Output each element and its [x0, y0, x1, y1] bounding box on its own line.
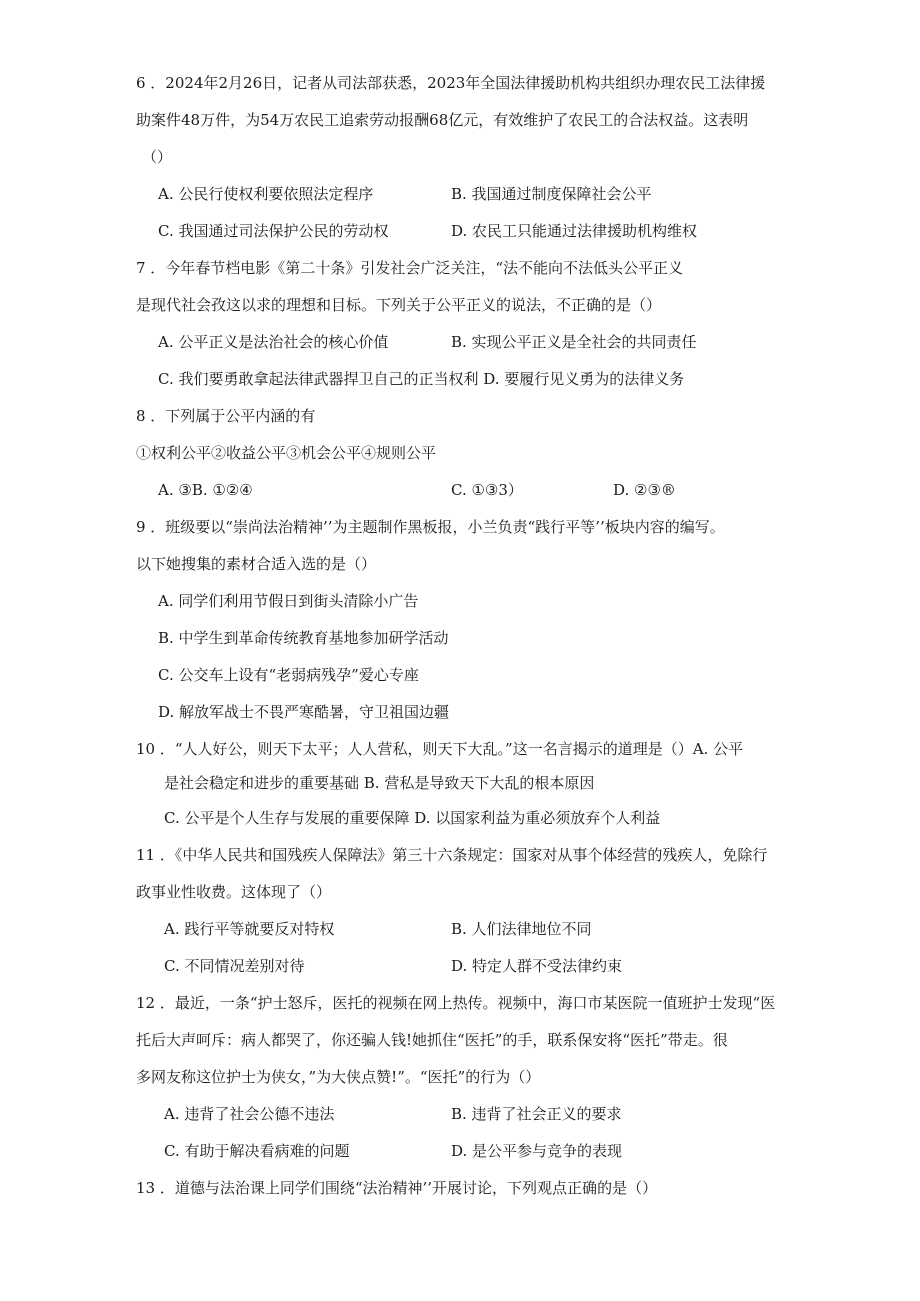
- question-10-stem-line-2: 是社会稳定和进步的重要基础 B. 营私是导致天下大乱的根本原因: [164, 774, 595, 792]
- question-7-options-c-d: C. 我们要勇敢拿起法律武器捍卫自己的正当权利 D. 要履行见义勇为的法律义务: [158, 370, 685, 388]
- question-9-option-c: C. 公交车上设有“老弱病残孕”爱心专座: [158, 666, 419, 684]
- question-6-option-d: D. 农民工只能通过法律援助机构维权: [451, 222, 698, 240]
- question-8-options-a-b: A. ③B. ①②④: [158, 481, 253, 499]
- question-6-option-c: C. 我国通过司法保护公民的劳动权: [158, 222, 389, 240]
- question-11-option-b: B. 人们法律地位不同: [451, 920, 592, 938]
- question-8-option-d: D. ②③®: [613, 481, 676, 499]
- question-9-option-d: D. 解放军战士不畏严寒酷暑，守卫祖国边疆: [158, 703, 450, 721]
- question-6-stem-line-2: 助案件48万件，为54万农民工追索劳动报酬68亿元，有效维护了农民工的合法权益。这表明: [136, 111, 749, 129]
- question-11-stem-line-1: 11 ．《中华人民共和国残疾人保障法》第三十六条规定：国家对从事个体经营的残疾人，免除行: [136, 846, 768, 864]
- question-12-option-c: C. 有助于解决看病难的问题: [164, 1142, 350, 1160]
- question-9-option-a: A. 同学们利用节假日到街头清除小广告: [158, 592, 419, 610]
- question-12-option-d: D. 是公平参与竞争的表现: [451, 1142, 623, 1160]
- question-12-stem-line-3: 多网友称这位护士为侠女，”为大侠点赞!”。“医托”的行为（）: [136, 1068, 541, 1086]
- question-7-option-a: A. 公平正义是法治社会的核心价值: [158, 333, 389, 351]
- question-13-stem-line-1: 13 ．道德与法治课上同学们围绕“法治精神’’开展讨论，下列观点正确的是（）: [136, 1179, 658, 1197]
- question-9-stem-line-1: 9 ．班级要以“崇尚法治精神’’为主题制作黑板报，小兰负责“践行平等’’板块内容的编写。: [136, 518, 725, 536]
- question-6-option-a: A. 公民行使权利要依照法定程序: [158, 185, 374, 203]
- question-6-option-b: B. 我国通过制度保障社会公平: [451, 185, 652, 203]
- question-6-stem-line-1: 6 ．2024年2月26日，记者从司法部获悉，2023年全国法律援助机构共组织办理农民工法律援: [136, 74, 766, 92]
- question-11-stem-line-2: 政事业性收费。这体现了（）: [136, 883, 332, 901]
- question-12-option-b: B. 违背了社会正义的要求: [451, 1105, 622, 1123]
- question-7-stem-line-2: 是现代社会孜这以求的理想和目标。下列关于公平正义的说法，不正确的是（）: [136, 296, 662, 314]
- question-9-option-b: B. 中学生到革命传统教育基地参加研学活动: [158, 629, 449, 647]
- question-7-option-b: B. 实现公平正义是全社会的共同责任: [451, 333, 697, 351]
- question-10-stem-line-3: C. 公平是个人生存与发展的重要保障 D. 以国家利益为重必须放弃个人利益: [164, 809, 661, 827]
- question-11-option-c: C. 不同情况差别对待: [164, 957, 305, 975]
- question-12-stem-line-2: 托后大声呵斥：病人都哭了，你还骗人钱!她抓住“医托”的手，联系保安将“医托”带走。很: [136, 1031, 728, 1049]
- question-8-option-c: C. ①③3）: [451, 481, 523, 499]
- question-7-stem-line-1: 7 ．今年春节档电影《第二十条》引发社会广泛关注，“法不能向不法低头公平正义: [136, 259, 683, 277]
- question-9-stem-line-2: 以下她搜集的素材合适入选的是（）: [136, 555, 377, 573]
- question-10-stem-line-1: 10 ．“人人好公，则天下太平；人人营私，则天下大乱。”这一名言揭示的道理是（）A. 公平: [136, 740, 744, 758]
- question-11-option-d: D. 特定人群不受法律约束: [451, 957, 623, 975]
- question-12-option-a: A. 违背了社会公德不违法: [164, 1105, 335, 1123]
- question-11-option-a: A. 践行平等就要反对特权: [164, 920, 335, 938]
- question-8-stem-line-2: ①权利公平②收益公平③机会公平④规则公平: [136, 444, 437, 462]
- question-12-stem-line-1: 12 ．最近，一条“护士怒斥，医托的视频在网上热传。视频中，海口市某医院一值班护士发现“医: [136, 994, 776, 1012]
- question-8-stem-line-1: 8 ．下列属于公平内涵的有: [136, 407, 316, 425]
- question-6-stem-line-3: （）: [142, 148, 173, 166]
